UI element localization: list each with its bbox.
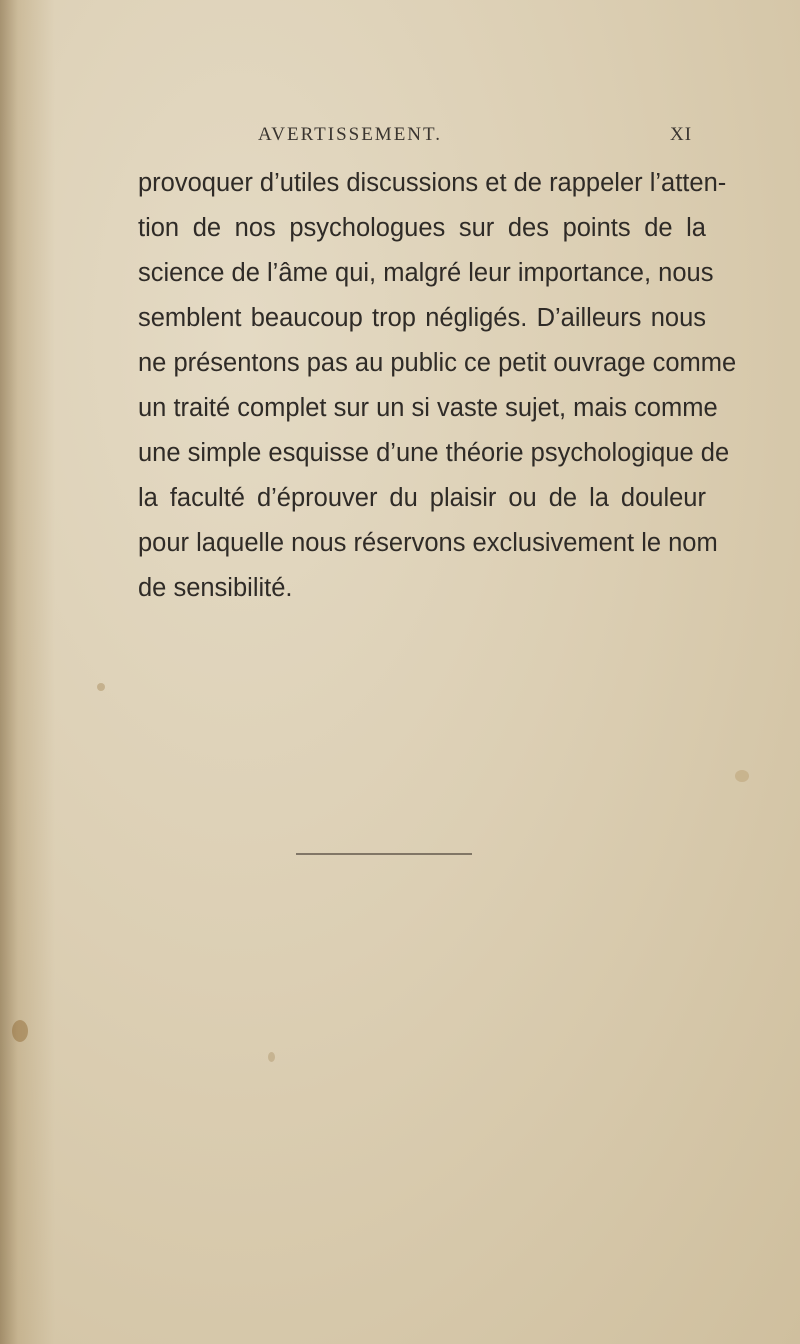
text-line: un traité complet sur un si vaste sujet, mais comme xyxy=(138,394,718,422)
foxing-spot xyxy=(268,1052,275,1062)
text-line: la faculté d’éprouver du plaisir ou de la douleur xyxy=(138,484,706,512)
text-line: pour laquelle nous réservons exclusivement le nom xyxy=(138,529,718,557)
page-number: XI xyxy=(670,124,693,145)
running-head-title: AVERTISSEMENT. xyxy=(258,124,442,145)
text-line: une simple esquisse d’une théorie psychologique de xyxy=(138,439,730,467)
foxing-spot xyxy=(12,1020,28,1042)
running-head xyxy=(0,124,800,154)
foxing-spot xyxy=(735,770,749,782)
text-line: ne présentons pas au public ce petit ouvrage comme xyxy=(138,349,737,377)
text-line: provoquer d’utiles discussions et de rappeler l’atten- xyxy=(138,169,727,197)
text-line: semblent beaucoup trop négligés. D’ailleurs nous xyxy=(138,304,706,332)
section-divider-rule xyxy=(296,853,472,855)
text-line: tion de nos psychologues sur des points de la xyxy=(138,214,706,242)
foxing-spot xyxy=(97,683,105,691)
body-paragraph xyxy=(138,161,737,611)
text-line: science de l’âme qui, malgré leur importance, nous xyxy=(138,259,714,287)
text-line: de sensibilité. xyxy=(138,574,293,602)
